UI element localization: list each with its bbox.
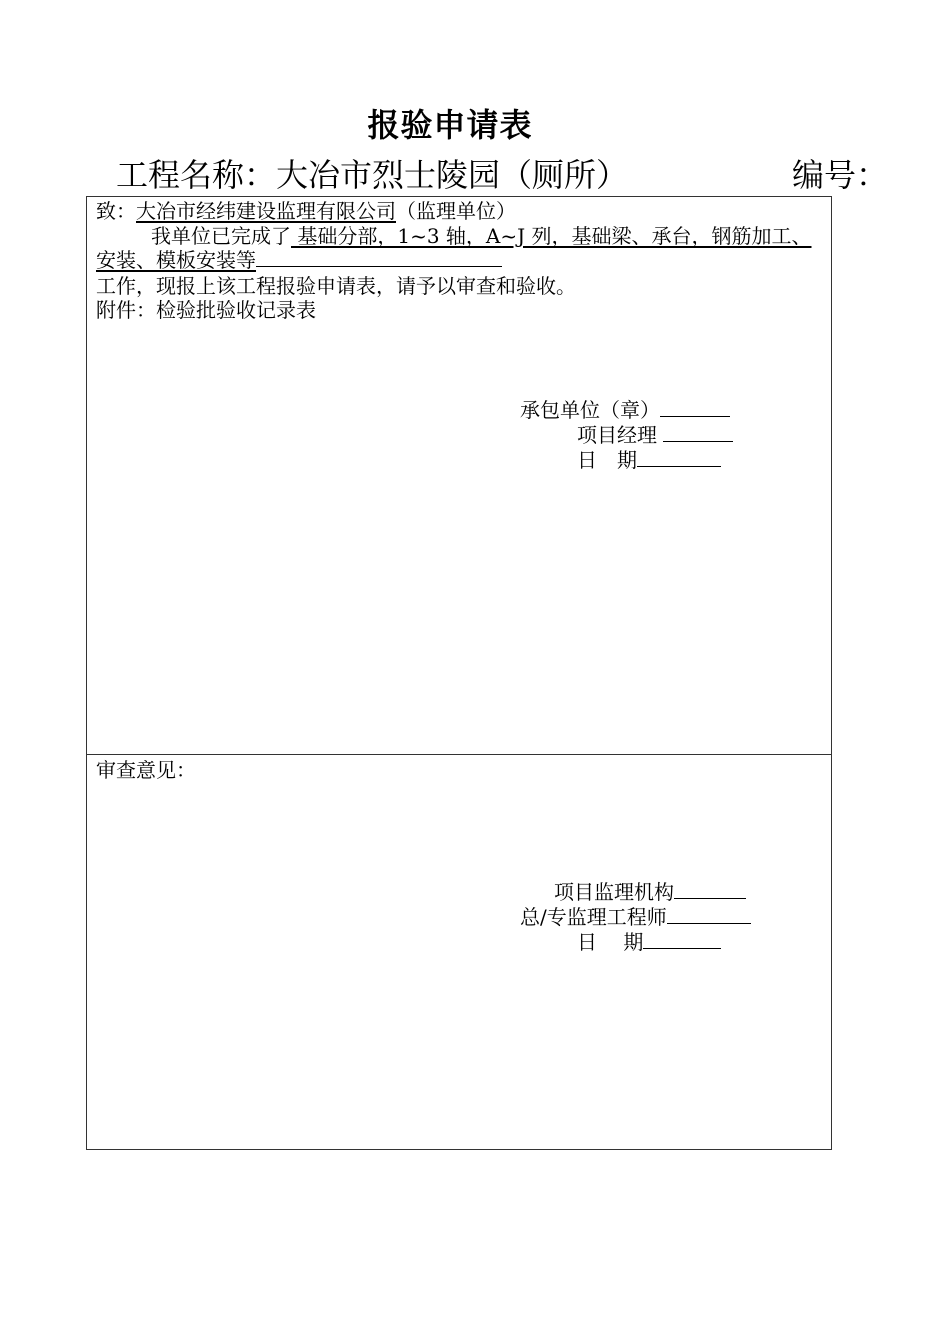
application-form-table <box>86 196 832 1150</box>
manager-blank <box>663 423 733 442</box>
agency-blank <box>674 880 746 899</box>
review-date-line <box>577 930 721 954</box>
request-text: 工作，现报上该工程报验申请表，请予以审查和验收。 <box>96 274 576 298</box>
number-label: 编号： <box>792 156 889 194</box>
recipient-line <box>96 199 516 223</box>
review-opinion-label: 审查意见： <box>96 758 196 782</box>
attachment-text: 附件：检验批验收记录表 <box>96 298 316 322</box>
completed-line-2 <box>96 248 502 272</box>
completed-prefix: 我单位已完成了 <box>151 224 291 248</box>
project-label: 工程名称： <box>116 156 277 194</box>
contractor-label: 承包单位（章） <box>520 398 660 422</box>
manager-signature-line <box>577 423 733 447</box>
engineer-blank <box>667 905 751 924</box>
contractor-signature-line <box>520 398 730 422</box>
agency-signature-line <box>554 880 746 904</box>
completed-work-1: 基础分部，1~3 轴，A~J 列，基础梁、承台，钢筋加工、 <box>291 224 812 248</box>
application-date-line <box>577 448 721 472</box>
project-name-line <box>116 150 628 196</box>
completed-work-2: 安装、模板安装等 <box>96 248 256 272</box>
agency-label: 项目监理机构 <box>554 880 674 904</box>
application-section <box>87 197 831 755</box>
review-date-label: 日 期 <box>577 930 644 954</box>
review-date-blank <box>643 930 721 949</box>
to-prefix: 致： <box>96 199 136 223</box>
supervisor-suffix: （监理单位） <box>396 199 516 223</box>
completed-line-1 <box>151 224 812 248</box>
engineer-signature-line <box>520 905 751 929</box>
manager-label: 项目经理 <box>577 423 657 447</box>
completed-work-blank <box>256 248 502 267</box>
contractor-blank <box>660 398 730 417</box>
review-section <box>87 755 831 1151</box>
application-date-blank <box>637 448 721 467</box>
application-date-label: 日 期 <box>577 448 637 472</box>
engineer-label: 总/专监理工程师 <box>520 905 667 929</box>
project-name: 大冶市烈士陵园（厕所） <box>276 156 629 194</box>
page-title: 报验申请表 <box>367 106 533 144</box>
supervisor-company: 大冶市经纬建设监理有限公司 <box>136 199 396 223</box>
